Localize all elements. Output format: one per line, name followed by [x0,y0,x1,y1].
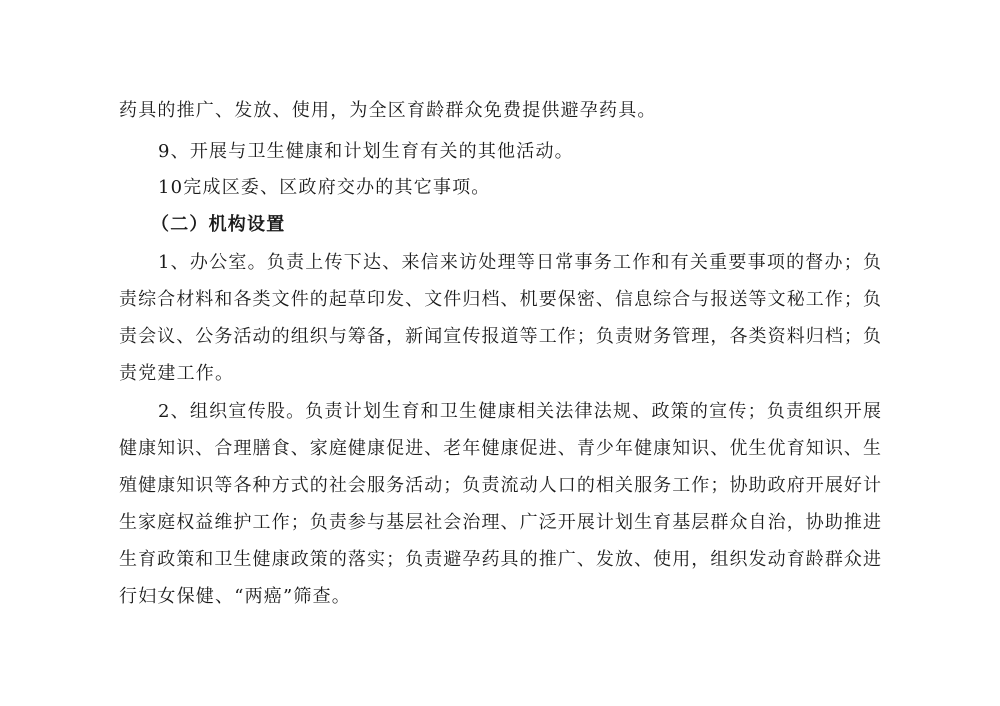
paragraph-line: 2、组织宣传股。负责计划生育和卫生健康相关法律法规、政策的宣传；负责组织开展 [158,401,881,422]
paragraph-line: 9、开展与卫生健康和计划生育有关的其他活动。 [158,141,574,162]
paragraph-line: 生家庭权益维护工作；负责参与基层社会治理、广泛开展计划生育基层群众自治，协助推进 [119,512,881,533]
paragraph-line: 殖健康知识等各种方式的社会服务活动；负责流动人口的相关服务工作；协助政府开展好计 [119,475,881,496]
paragraph-line: 药具的推广、发放、使用，为全区育龄群众免费提供避孕药具。 [119,100,657,121]
section-heading: （二）机构设置 [151,214,286,235]
paragraph-line: 责党建工作。 [119,363,235,384]
paragraph-line: 10完成区委、区政府交办的其它事项。 [158,177,491,198]
paragraph-line: 健康知识、合理膳食、家庭健康促进、老年健康促进、青少年健康知识、优生优育知识、生 [119,438,881,459]
paragraph-line: 责会议、公务活动的组织与筹备，新闻宣传报道等工作；负责财务管理，各类资料归档；负 [119,326,881,347]
paragraph-line: 责综合材料和各类文件的起草印发、文件归档、机要保密、信息综合与报送等文秘工作；负 [119,289,881,310]
paragraph-line: 行妇女保健、“两癌”筛查。 [119,586,352,607]
paragraph-line: 生育政策和卫生健康政策的落实；负责避孕药具的推广、发放、使用，组织发动育龄群众进 [119,549,881,570]
paragraph-line: 1、办公室。负责上传下达、来信来访处理等日常事务工作和有关重要事项的督办；负 [158,252,881,273]
